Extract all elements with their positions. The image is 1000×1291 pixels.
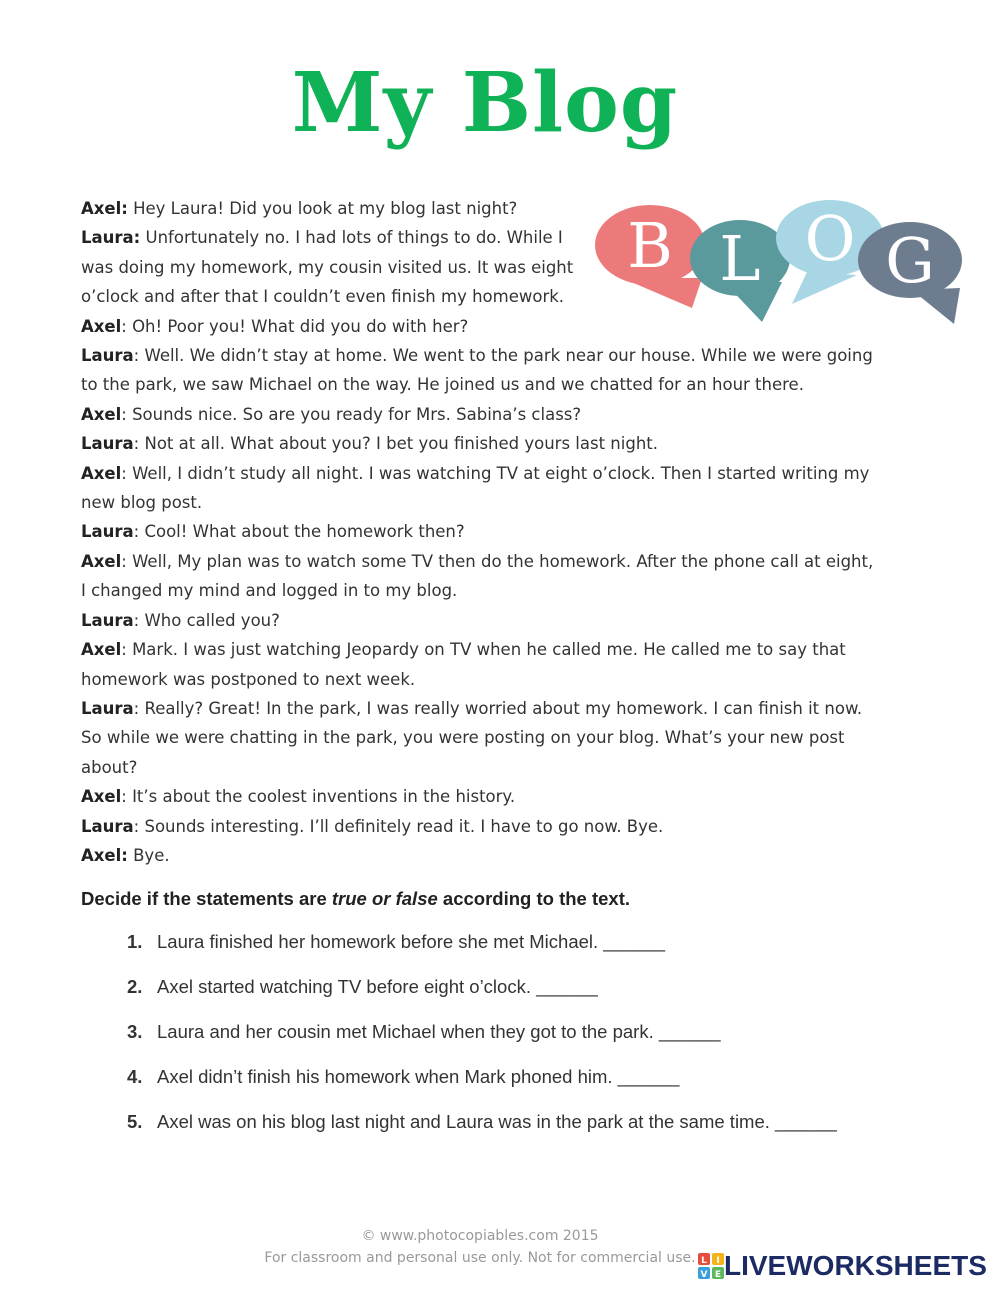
dialogue-line xyxy=(81,459,881,518)
speaker-name: Axel xyxy=(81,463,122,483)
dialogue-text: : Oh! Poor you! What did you do with her? xyxy=(121,316,469,336)
speaker-name: Laura xyxy=(81,522,134,542)
dialogue-line xyxy=(81,694,881,782)
page-title: My Blog xyxy=(291,55,679,151)
speaker-name: Axel xyxy=(81,404,122,424)
speaker-name: Axel xyxy=(81,640,122,660)
footer-usage: For classroom and personal use only. Not for commercial use. xyxy=(264,1250,696,1266)
dialogue-line xyxy=(81,635,881,694)
liveworksheets-logo[interactable] xyxy=(698,1252,987,1280)
statements-list xyxy=(127,931,927,1156)
bubble-l-letter: L xyxy=(719,222,761,295)
dialogue-line xyxy=(81,547,881,606)
statement-number: 1. xyxy=(127,931,143,952)
footer-copyright: © www.photocopiables.com 2015 xyxy=(361,1228,599,1244)
dialogue-line xyxy=(81,400,881,429)
dialogue-line xyxy=(81,782,881,811)
dialogue-text: : Well. We didn’t stay at home. We went to the park near our house. While we were going to the park, we saw Michael on the way. He joined us and we chatted for an hour there. xyxy=(81,346,873,395)
dialogue-line xyxy=(81,812,881,841)
statement-item xyxy=(127,1066,927,1111)
speaker-name: Laura xyxy=(81,610,134,630)
dialogue-text: Bye. xyxy=(127,845,170,865)
instructions xyxy=(81,888,630,910)
dialogue-line xyxy=(81,194,881,223)
statement-text: Axel was on his blog last night and Laura was in the park at the same time. ______ xyxy=(157,1111,837,1132)
logo-tile-letter: V xyxy=(700,1270,708,1279)
dialogue-text: : It’s about the coolest inventions in the history. xyxy=(121,787,516,807)
speaker-name: Laura xyxy=(81,346,134,366)
bubble-g-letter: G xyxy=(885,224,935,297)
dialogue-text: : Not at all. What about you? I bet you finished yours last night. xyxy=(133,434,658,454)
instructions-emphasis: true or false xyxy=(331,888,438,909)
dialogue-text: : Really? Great! In the park, I was really worried about my homework. I can finish it now. So while we were chatting in the park, you were posting on your blog. What’s your new post about? xyxy=(81,698,863,777)
statement-number: 4. xyxy=(127,1066,143,1087)
dialogue-text: Hey Laura! Did you look at my blog last night? xyxy=(127,199,518,218)
logo-text: LIVEWORKSHEETS xyxy=(724,1250,987,1281)
statement-item xyxy=(127,976,927,1021)
dialogue-text: : Sounds interesting. I’ll definitely read it. I have to go now. Bye. xyxy=(133,816,664,836)
statement-text: Laura and her cousin met Michael when they got to the park. ______ xyxy=(157,1021,721,1042)
dialogue-text: Unfortunately no. I had lots of things to do. While I was doing my homework, my cousin visited us. It was eight o’clock and after that I couldn’t even finish my homework. xyxy=(81,228,574,307)
instructions-text-end: according to the text. xyxy=(437,888,630,909)
dialogue-text: : Cool! What about the homework then? xyxy=(133,522,465,542)
dialogue xyxy=(81,194,881,870)
statement-item xyxy=(127,931,927,976)
speaker-name: Axel xyxy=(81,787,122,807)
statement-text: Axel didn’t finish his homework when Mark phoned him. ______ xyxy=(157,1066,680,1087)
dialogue-line xyxy=(81,312,881,341)
dialogue-line xyxy=(81,223,591,311)
speaker-name: Laura: xyxy=(81,228,141,248)
dialogue-line xyxy=(81,341,881,400)
dialogue-line xyxy=(81,429,881,458)
statement-number: 2. xyxy=(127,976,143,997)
speaker-name: Axel: xyxy=(81,845,128,865)
dialogue-line xyxy=(81,517,881,546)
statement-item xyxy=(127,1021,927,1066)
logo-tile-letter: E xyxy=(714,1270,722,1279)
dialogue-text: : Well, My plan was to watch some TV then do the homework. After the phone call at eight, I changed my mind and logged in to my blog. xyxy=(81,551,874,601)
dialogue-line xyxy=(81,841,881,870)
statement-number: 5. xyxy=(127,1111,143,1132)
statement-item xyxy=(127,1111,927,1156)
bubble-o-letter: O xyxy=(804,202,856,275)
statement-number: 3. xyxy=(127,1021,143,1042)
dialogue-text: : Who called you? xyxy=(133,610,280,630)
logo-tile-letter: I xyxy=(716,1256,720,1266)
instructions-text: Decide if the statements are xyxy=(81,888,332,909)
logo-tile-letter: L xyxy=(701,1256,707,1266)
dialogue-text: : Sounds nice. So are you ready for Mrs. Sabina’s class? xyxy=(121,404,582,424)
speaker-name: Axel xyxy=(81,316,122,336)
dialogue-line xyxy=(81,606,881,635)
dialogue-text: : Mark. I was just watching Jeopardy on TV when he called me. He called me to say that homework was postponed to next week. xyxy=(81,640,846,689)
speaker-name: Axel xyxy=(81,551,122,571)
speaker-name: Axel: xyxy=(81,199,128,218)
speaker-name: Laura xyxy=(81,816,134,836)
logo-tiles-icon xyxy=(698,1253,724,1279)
statement-text: Laura finished her homework before she met Michael. ______ xyxy=(157,931,666,952)
statement-text: Axel started watching TV before eight o’clock. ______ xyxy=(157,976,598,997)
speaker-name: Laura xyxy=(81,698,134,718)
dialogue-text: : Well, I didn’t study all night. I was watching TV at eight o’clock. Then I started writing my new blog post. xyxy=(81,463,870,513)
bubble-b-letter: B xyxy=(627,209,673,282)
speaker-name: Laura xyxy=(81,434,134,454)
